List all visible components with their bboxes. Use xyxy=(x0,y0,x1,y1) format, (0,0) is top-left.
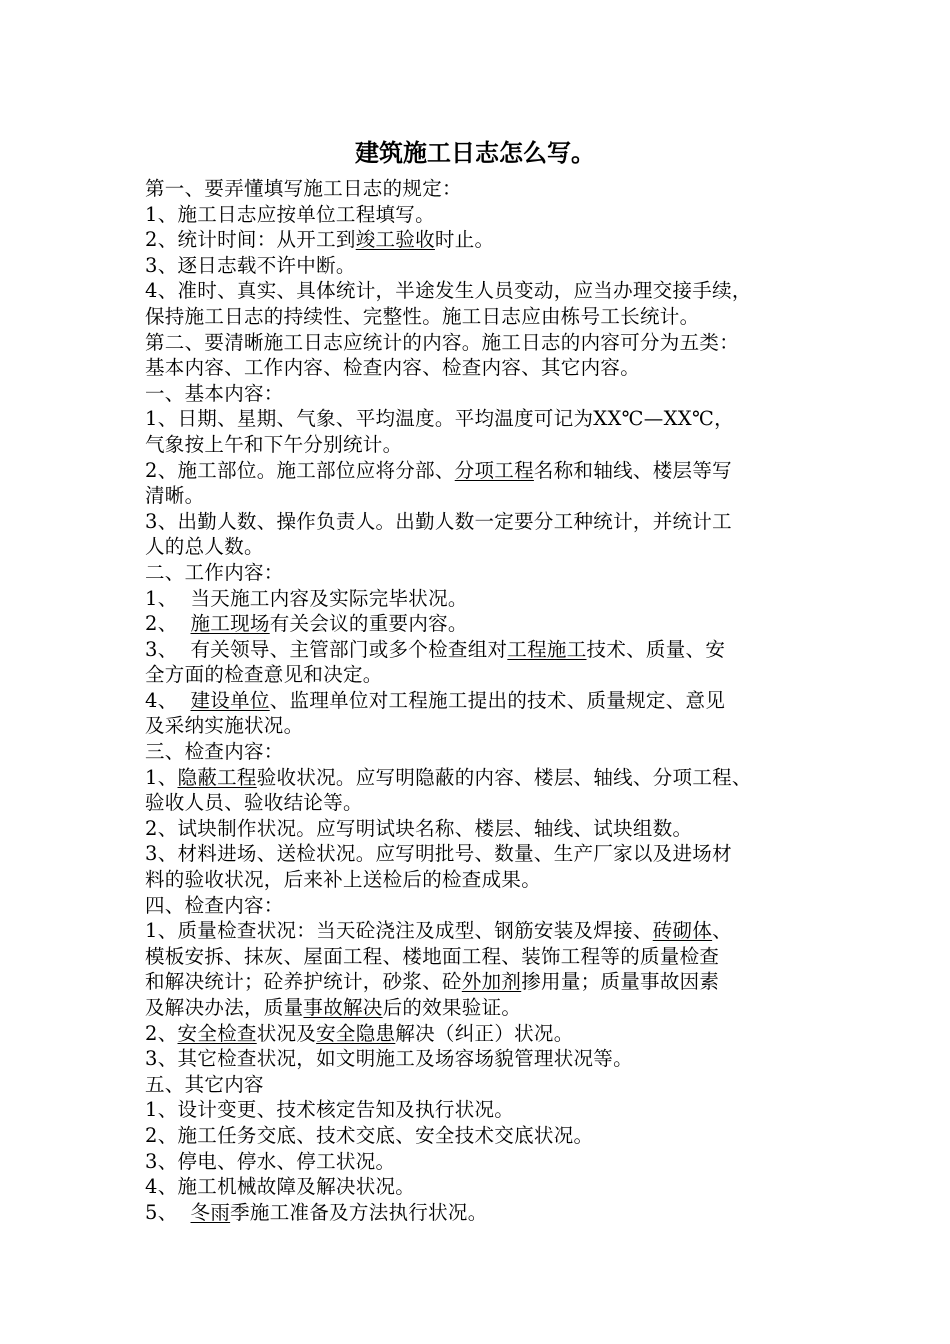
text-line xyxy=(145,202,825,228)
text-line xyxy=(145,944,825,970)
text-line xyxy=(145,1072,825,1098)
text-segment: 状况及 xyxy=(256,1021,317,1045)
text-line xyxy=(145,611,825,637)
text-segment: 1、施工日志应按单位工程填写。 xyxy=(145,202,435,226)
text-segment: 1、日期、星期、气象、平均温度。平均温度可记为XX℃—XX℃， xyxy=(145,407,734,431)
text-segment: 料的验收状况，后来补上送检后的检查成果。 xyxy=(145,868,542,892)
text-segment: 时止。 xyxy=(434,228,495,252)
text-segment: 技术、质量、安 xyxy=(586,637,726,661)
text-line xyxy=(145,893,825,919)
underlined-term: 外加剂 xyxy=(461,970,522,994)
text-line xyxy=(145,969,825,995)
text-line xyxy=(145,509,825,535)
text-line xyxy=(145,560,825,586)
text-line xyxy=(145,995,825,1021)
text-segment: 及采纳实施状况。 xyxy=(145,714,304,738)
text-segment: 验收状况。应写明隐蔽的内容、楼层、轴线、分项工程、 xyxy=(256,765,752,789)
underlined-term: 分项工程 xyxy=(454,458,534,482)
text-segment: 解决（纠正）状况。 xyxy=(395,1021,574,1045)
text-line xyxy=(145,458,825,484)
underlined-term: 安全检查 xyxy=(177,1021,257,1045)
text-line xyxy=(145,841,825,867)
text-segment: 4、 xyxy=(145,688,191,712)
text-segment: 气象按上午和下午分别统计。 xyxy=(145,432,403,456)
text-segment: 清晰。 xyxy=(145,484,205,508)
text-segment: 4、准时、真实、具体统计，半途发生人员变动，应当办理交接手续， xyxy=(145,279,752,303)
text-segment: 、监理单位对工程施工提出的技术、质量规定、意见 xyxy=(269,688,726,712)
text-line xyxy=(145,1097,825,1123)
text-line xyxy=(145,662,825,688)
text-line xyxy=(145,586,825,612)
text-line xyxy=(145,1149,825,1175)
text-line xyxy=(145,278,825,304)
text-segment: 3、其它检查状况，如文明施工及场容场貌管理状况等。 xyxy=(145,1047,633,1071)
text-segment: 2、 xyxy=(145,1021,178,1045)
text-segment: 1、 当天施工内容及实际完毕状况。 xyxy=(145,586,468,610)
text-segment: 1、设计变更、技术核定告知及执行状况。 xyxy=(145,1098,515,1122)
text-segment: 3、出勤人数、操作负责人。出勤人数一定要分工种统计，并统计工 xyxy=(145,509,732,533)
text-line xyxy=(145,330,825,356)
text-line xyxy=(145,790,825,816)
text-segment: 掺用量；质量事故因素 xyxy=(521,970,720,994)
text-segment: 2、施工任务交底、技术交底、安全技术交底状况。 xyxy=(145,1123,594,1147)
text-line xyxy=(145,816,825,842)
text-segment: 及解决办法，质量 xyxy=(145,996,304,1019)
text-line xyxy=(145,483,825,509)
text-segment: 3、材料进场、送检状况。应写明批号、数量、生产厂家以及进场材 xyxy=(145,842,732,866)
underlined-term: 工程施工 xyxy=(507,637,587,661)
document-title: 建筑施工日志怎么写。 xyxy=(355,139,595,167)
text-line xyxy=(145,1174,825,1200)
text-segment: 第二、要清晰施工日志应统计的内容。施工日志的内容可分为五类： xyxy=(145,330,740,354)
text-segment: 2、施工部位。施工部位应将分部、 xyxy=(145,458,455,482)
text-segment: 2、 xyxy=(145,612,191,636)
text-line xyxy=(145,176,825,202)
text-segment: 模板安拆、抹灰、屋面工程、楼地面工程、装饰工程等的质量检查 xyxy=(145,944,720,968)
text-line xyxy=(145,534,825,560)
text-segment: 一、基本内容： xyxy=(145,381,284,405)
text-line xyxy=(145,1123,825,1149)
text-segment: 名称和轴线、楼层等写 xyxy=(533,458,732,482)
text-segment: 3、 有关领导、主管部门或多个检查组对 xyxy=(145,637,508,661)
text-line xyxy=(145,918,825,944)
text-segment: 5、 xyxy=(145,1200,191,1224)
text-line xyxy=(145,1200,825,1226)
text-segment: 有关会议的重要内容。 xyxy=(269,612,468,636)
text-segment: 验收人员、验收结论等。 xyxy=(145,791,363,815)
text-line xyxy=(145,253,825,279)
text-segment: 1、 xyxy=(145,765,178,789)
text-line xyxy=(145,304,825,330)
text-line xyxy=(145,227,825,253)
text-segment: 五、其它内容 xyxy=(145,1072,264,1096)
text-line xyxy=(145,688,825,714)
text-line xyxy=(145,381,825,407)
text-line xyxy=(145,867,825,893)
underlined-term: 砖砌体 xyxy=(652,919,713,943)
text-segment: 保持施工日志的持续性、完整性。施工日志应由栋号工长统计。 xyxy=(145,304,700,328)
underlined-term: 安全隐患 xyxy=(316,1021,396,1045)
text-segment: 三、检查内容： xyxy=(145,740,284,764)
text-segment: 全方面的检查意见和决定。 xyxy=(145,663,383,687)
text-segment: 1、质量检查状况：当天砼浇注及成型、钢筋安装及焊接、 xyxy=(145,919,653,943)
text-line xyxy=(145,739,825,765)
text-line xyxy=(145,713,825,739)
text-segment: 二、工作内容： xyxy=(145,560,284,584)
text-segment: 和解决统计；砼养护统计，砂浆、砼 xyxy=(145,970,462,994)
underlined-term: 冬雨 xyxy=(190,1200,231,1224)
underlined-term: 施工现场 xyxy=(190,612,270,636)
text-segment: 后的效果验证。 xyxy=(382,996,522,1019)
text-line xyxy=(145,637,825,663)
text-segment: 4、施工机械故障及解决状况。 xyxy=(145,1175,416,1199)
underlined-term: 事故解决 xyxy=(303,996,383,1019)
text-line xyxy=(145,432,825,458)
text-segment: 2、试块制作状况。应写明试块名称、楼层、轴线、试块组数。 xyxy=(145,816,693,840)
text-segment: 第一、要弄懂填写施工日志的规定： xyxy=(145,177,462,200)
text-segment: 季施工准备及方法执行状况。 xyxy=(230,1200,488,1224)
document-body xyxy=(145,176,825,1225)
text-segment: 、 xyxy=(712,919,732,943)
text-line xyxy=(145,1046,825,1072)
text-line xyxy=(145,406,825,432)
underlined-term: 建设单位 xyxy=(190,688,270,712)
text-segment: 3、停电、停水、停工状况。 xyxy=(145,1149,396,1173)
text-line xyxy=(145,355,825,381)
underlined-term: 竣工验收 xyxy=(355,228,435,252)
text-line xyxy=(145,1021,825,1047)
text-segment: 人的总人数。 xyxy=(145,535,264,559)
underlined-term: 隐蔽工程 xyxy=(177,765,257,789)
text-segment: 四、检查内容： xyxy=(145,893,284,917)
text-segment: 3、逐日志载不许中断。 xyxy=(145,253,356,277)
text-segment: 2、统计时间：从开工到 xyxy=(145,228,356,252)
text-line xyxy=(145,765,825,791)
text-segment: 基本内容、工作内容、检查内容、检查内容、其它内容。 xyxy=(145,356,641,380)
